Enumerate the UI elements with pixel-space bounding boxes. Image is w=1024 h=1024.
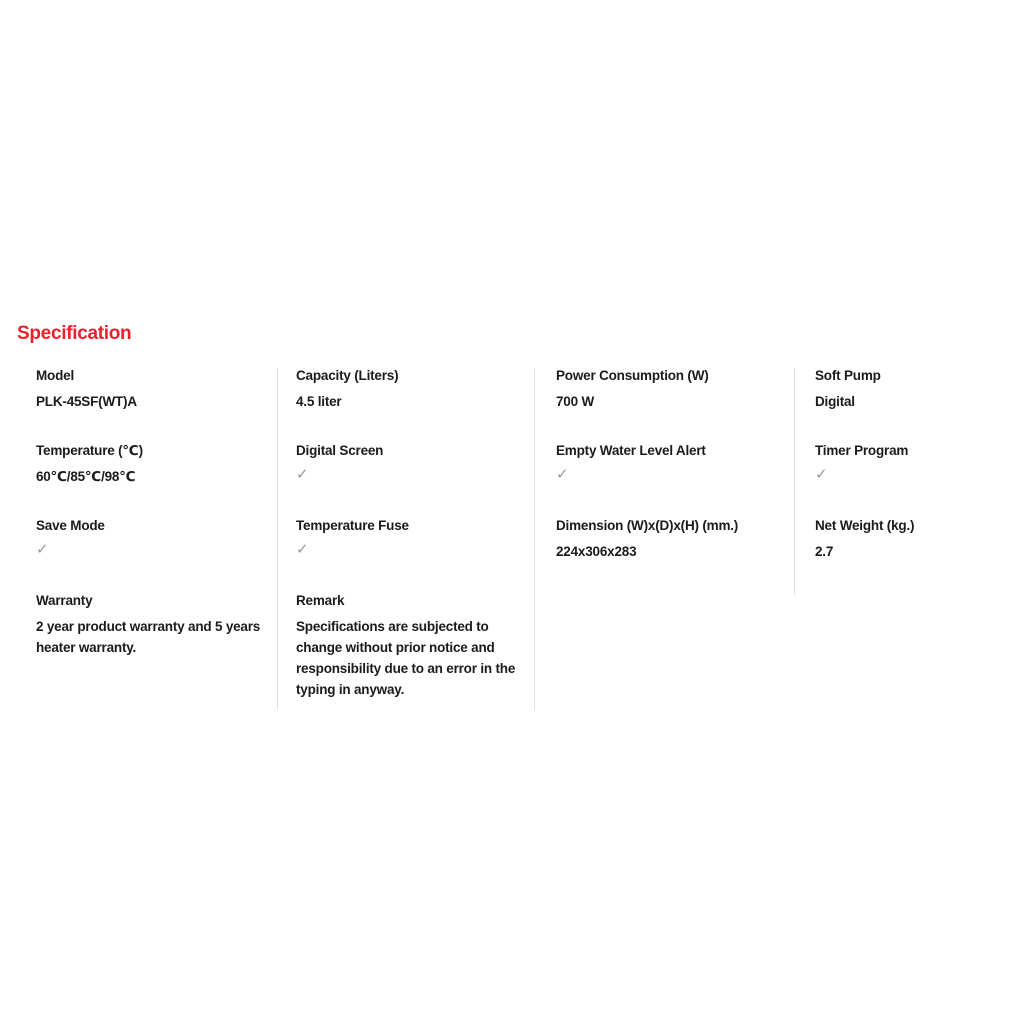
spec-column-1 (36, 368, 266, 668)
spec-value: 2.7 (815, 544, 834, 559)
spec-value: 60℃/85℃/98℃ (36, 469, 136, 484)
spec-value: PLK-45SF(WT)A (36, 394, 137, 409)
spec-label: Capacity (Liters) (296, 368, 399, 383)
spec-item-timer-program (815, 443, 1015, 518)
spec-label: Dimension (W)x(D)x(H) (mm.) (556, 518, 739, 533)
spec-value: 700 W (556, 394, 595, 409)
spec-label: Soft Pump (815, 368, 881, 383)
check-icon: ✓ (296, 541, 309, 558)
check-icon: ✓ (296, 466, 309, 483)
spec-column-3 (556, 368, 788, 593)
spec-item-save-mode (36, 518, 266, 593)
check-icon: ✓ (815, 466, 828, 483)
spec-item-remark (296, 593, 528, 700)
page-title: Specification (17, 322, 132, 344)
spec-item-soft-pump (815, 368, 1015, 443)
spec-value: 4.5 liter (296, 394, 342, 409)
spec-value: Specifications are subjected to change without prior notice and responsibility due to an error in the typing in anyway. (296, 619, 516, 697)
spec-item-dimension (556, 518, 788, 593)
spec-item-capacity (296, 368, 528, 443)
spec-item-net-weight (815, 518, 1015, 593)
check-icon: ✓ (36, 541, 49, 558)
column-divider (534, 368, 535, 710)
spec-item-digital-screen (296, 443, 528, 518)
spec-label: Power Consumption (W) (556, 368, 709, 383)
spec-label: Net Weight (kg.) (815, 518, 915, 533)
spec-label: Save Mode (36, 518, 105, 533)
spec-value: Digital (815, 394, 855, 409)
spec-label: Timer Program (815, 443, 909, 458)
spec-label: Temperature Fuse (296, 518, 409, 533)
spec-item-power-consumption (556, 368, 788, 443)
spec-label: Warranty (36, 593, 93, 608)
spec-label: Empty Water Level Alert (556, 443, 706, 458)
column-divider (277, 368, 278, 710)
spec-column-4 (815, 368, 1015, 593)
check-icon: ✓ (556, 466, 569, 483)
column-divider (794, 368, 795, 595)
spec-label: Digital Screen (296, 443, 384, 458)
spec-item-model (36, 368, 266, 443)
spec-value: 224x306x283 (556, 544, 637, 559)
spec-label: Remark (296, 593, 345, 608)
spec-label: Temperature (℃) (36, 443, 143, 458)
spec-value: 2 year product warranty and 5 years heater warranty. (36, 619, 261, 655)
spec-item-warranty (36, 593, 266, 668)
spec-item-empty-water-alert (556, 443, 788, 518)
spec-column-2 (296, 368, 528, 700)
spec-item-temperature-fuse (296, 518, 528, 593)
spec-item-temperature (36, 443, 266, 518)
spec-label: Model (36, 368, 74, 383)
